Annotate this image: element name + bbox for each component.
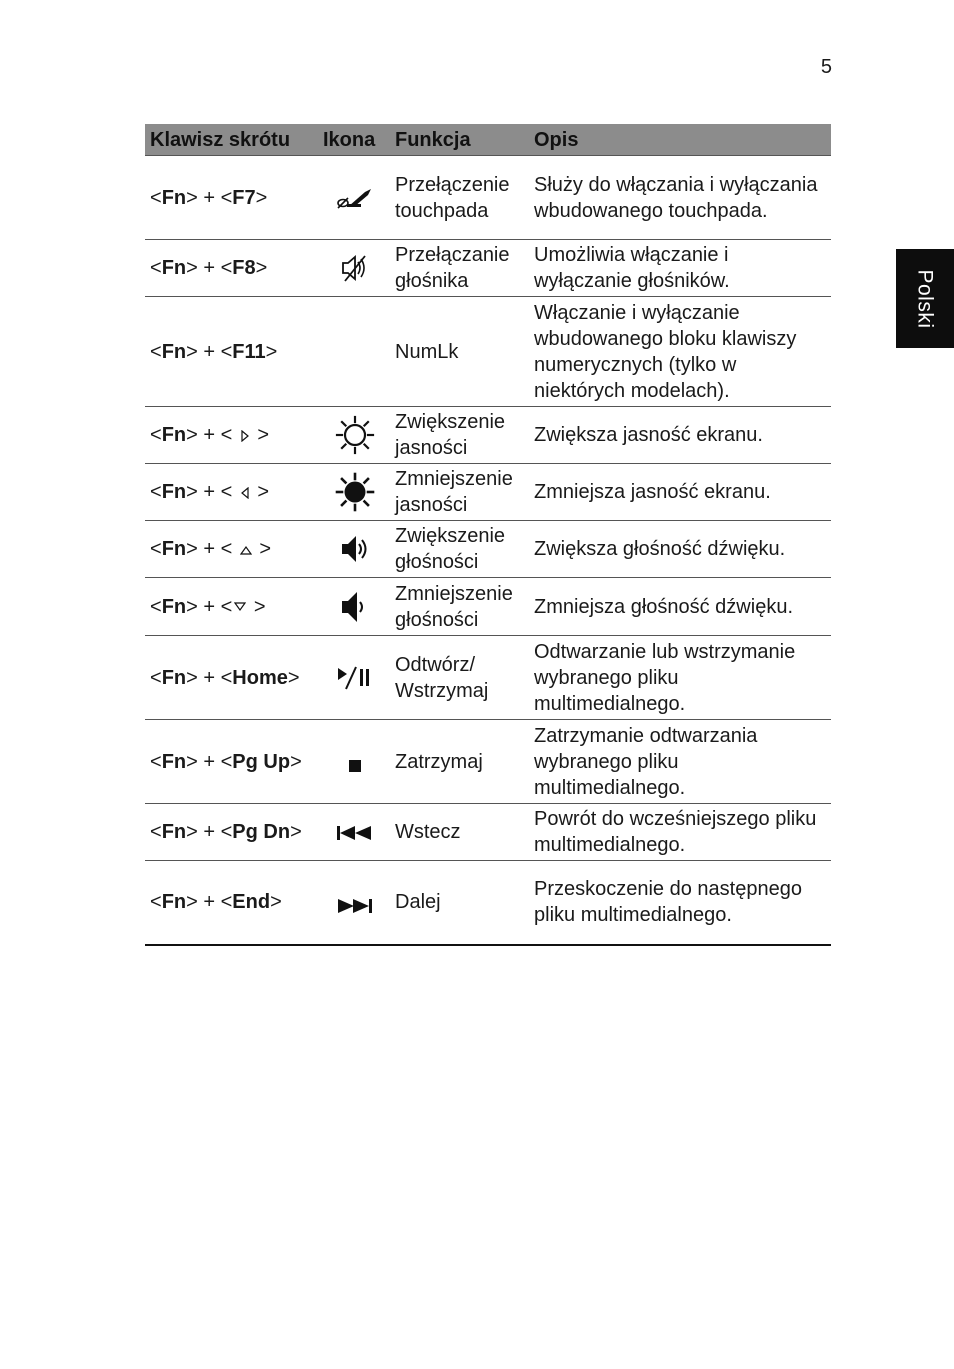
brightness-up-icon [335, 415, 375, 455]
shortcut-cell: <Fn> + <F11> [145, 297, 319, 407]
right-arrow-icon [240, 430, 250, 442]
speaker-mute-icon [339, 253, 371, 283]
table-row [145, 636, 831, 720]
function-cell: Zatrzymaj [390, 720, 529, 804]
previous-track-icon [335, 824, 375, 842]
shortcut-cell: <Fn> + <Pg Up> [145, 720, 319, 804]
function-cell: Zmniejszenie głośności [390, 578, 529, 636]
shortcut-cell: <Fn> + < > [145, 578, 319, 636]
table-row [145, 464, 831, 521]
description-cell: Służy do włączania i wyłączania wbudowanego touchpada. [529, 156, 831, 240]
shortcut-cell: <Fn> + <F7> [145, 156, 319, 240]
icon-cell [319, 636, 390, 720]
table-row [145, 861, 831, 945]
volume-up-icon [338, 532, 372, 566]
down-arrow-icon [234, 602, 246, 612]
shortcut-cell: <Fn> + <Pg Dn> [145, 804, 319, 861]
table-header-row [145, 124, 831, 156]
shortcut-cell: <Fn> + < > [145, 407, 319, 464]
description-cell: Powrót do wcześniejszego pliku multimedialnego. [529, 804, 831, 861]
shortcut-cell: <Fn> + <Home> [145, 636, 319, 720]
up-arrow-icon [240, 545, 252, 555]
function-cell: Zmniejszenie jasności [390, 464, 529, 521]
description-cell: Przeskoczenie do następnego pliku multimedialnego. [529, 861, 831, 945]
icon-cell [319, 240, 390, 297]
language-tab-label: Polski [914, 268, 937, 329]
left-arrow-icon [240, 487, 250, 499]
header-description: Opis [529, 124, 831, 156]
table-row [145, 156, 831, 240]
language-side-tab [896, 249, 954, 348]
function-cell: Przełączanie głośnika [390, 240, 529, 297]
function-cell: Dalej [390, 861, 529, 945]
hotkeys-table [145, 124, 831, 946]
page-number: 5 [820, 56, 832, 78]
icon-cell [319, 804, 390, 861]
table-row [145, 521, 831, 578]
stop-icon [345, 756, 365, 776]
table-row [145, 578, 831, 636]
function-cell: Przełączenie touchpada [390, 156, 529, 240]
function-cell: NumLk [390, 297, 529, 407]
function-cell: Zwiększenie głośności [390, 521, 529, 578]
table-row [145, 407, 831, 464]
function-cell: Odtwórz/ Wstrzymaj [390, 636, 529, 720]
description-cell: Zmniejsza głośność dźwięku. [529, 578, 831, 636]
table-row [145, 720, 831, 804]
icon-cell [319, 407, 390, 464]
table-row [145, 804, 831, 861]
icon-cell [319, 521, 390, 578]
function-cell: Wstecz [390, 804, 529, 861]
shortcut-cell: <Fn> + <End> [145, 861, 319, 945]
shortcut-cell: <Fn> + <F8> [145, 240, 319, 297]
touchpad-toggle-icon [335, 184, 375, 212]
icon-cell [319, 297, 390, 407]
description-cell: Zmniejsza jasność ekranu. [529, 464, 831, 521]
header-function: Funkcja [390, 124, 529, 156]
function-cell: Zwiększenie jasności [390, 407, 529, 464]
shortcut-cell: <Fn> + < > [145, 521, 319, 578]
shortcut-cell: <Fn> + < > [145, 464, 319, 521]
description-cell: Zatrzymanie odtwarzania wybranego pliku multimedialnego. [529, 720, 831, 804]
table-row [145, 240, 831, 297]
header-icon: Ikona [319, 124, 390, 156]
description-cell: Włączanie i wyłączanie wbudowanego bloku klawiszy numerycznych (tylko w niektórych modelach). [529, 297, 831, 407]
icon-cell [319, 156, 390, 240]
description-cell: Zwiększa głośność dźwięku. [529, 521, 831, 578]
description-cell: Umożliwia włączanie i wyłączanie głośników. [529, 240, 831, 297]
next-track-icon [335, 897, 375, 915]
icon-cell [319, 464, 390, 521]
header-shortcut: Klawisz skrótu [145, 124, 319, 156]
brightness-down-icon [335, 472, 375, 512]
icon-cell [319, 578, 390, 636]
volume-down-icon [338, 589, 372, 625]
icon-cell [319, 861, 390, 945]
table-row [145, 297, 831, 407]
description-cell: Odtwarzanie lub wstrzymanie wybranego pliku multimedialnego. [529, 636, 831, 720]
play-pause-icon [336, 665, 374, 691]
description-cell: Zwiększa jasność ekranu. [529, 407, 831, 464]
icon-cell [319, 720, 390, 804]
